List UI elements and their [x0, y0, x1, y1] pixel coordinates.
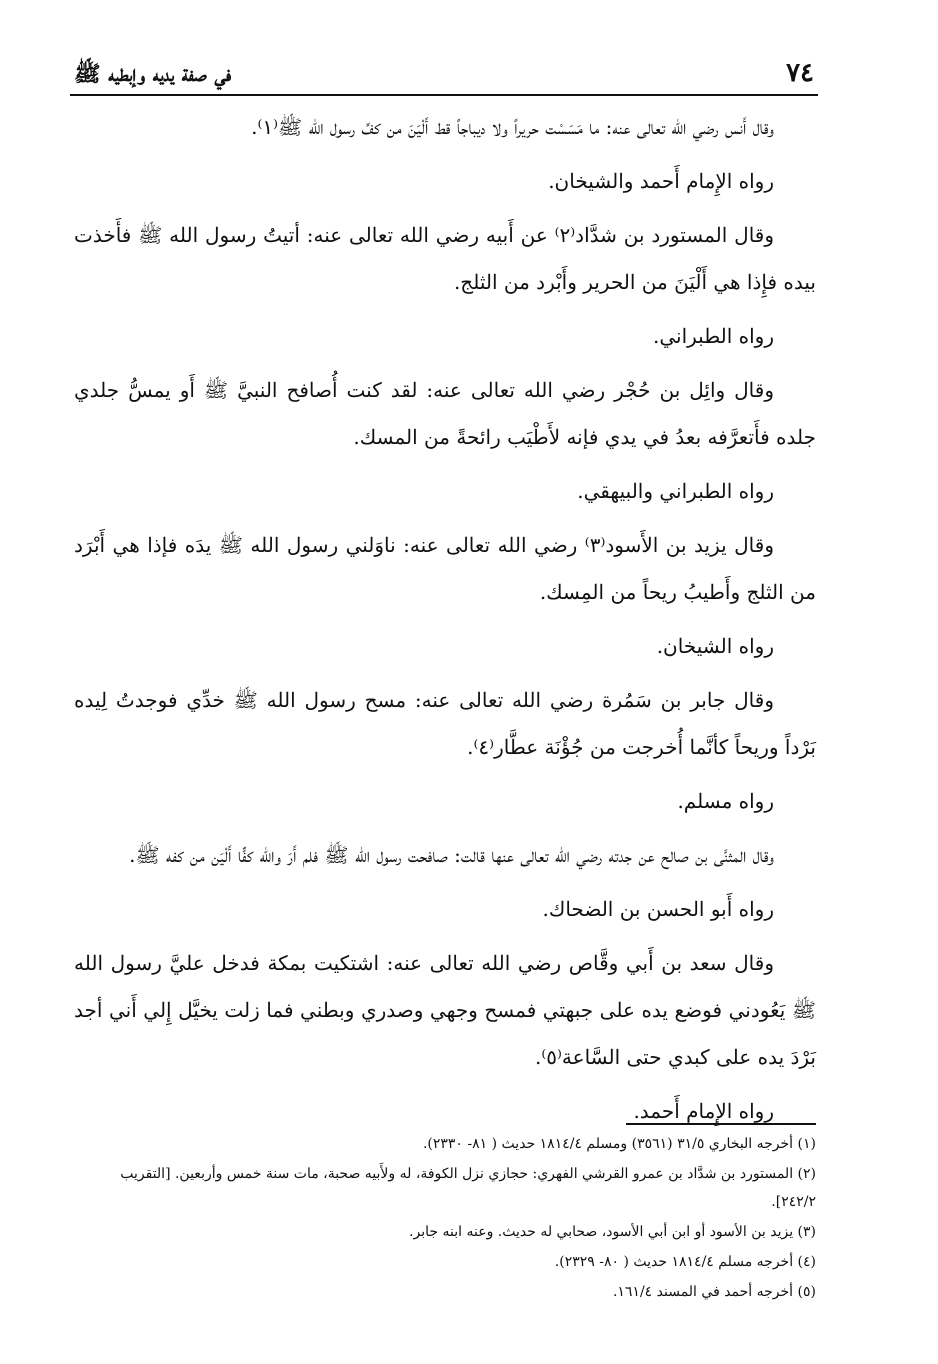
hadith-paragraph-yazid: وقال يزيد بن الأَسود⁽٣⁾ رضي الله تعالى عنه: ناوَلني رسول الله ﷺ يدَه فإذا هي أَبْرَد من الثلج وأَطيبُ ريحاً من المِسك.: [74, 533, 816, 604]
footnote-3: (٣) يزيد بن الأسود أو ابن أبي الأسود، صحابي له حديث. وعنه ابنه جابر.: [409, 1224, 816, 1240]
footnotes: [74, 1130, 816, 1308]
source-line: رواه الإِمام أَحمد والشيخان.: [548, 169, 774, 193]
footnote-2: (٢) المستورد بن شدَّاد بن عمرو القرشي الفهري: حجازي نزل الكوفة، له ولأَبيه صحبة، مات سنة خمس وأربعين. [التقريب ٢٤٢/٢].: [120, 1166, 816, 1210]
running-title: في صفة يديه وإبطيه ﷺ: [74, 61, 232, 87]
source-line: رواه أَبو الحسن بن الضحاك.: [542, 897, 774, 921]
source-line: رواه الطبراني والبيهقي.: [577, 479, 774, 503]
hadith-paragraph-anas: وقال أَنس رضي الله تعالى عنه: ما مَسَسْت حريراً ولا ديباجاً قط أَلْيَنَ من كفِّ رسول الله ﷺ⁽١⁾.: [251, 115, 774, 139]
hadith-paragraph-mustawrid: وقال المستورد بن شدَّاد⁽٢⁾ عن أَبيه رضي الله تعالى عنه: أتيتُ رسول الله ﷺ فأَخذت بيده فإِذا هي أَلْيَنَ من الحرير وأَبْرد من الثلج.: [74, 223, 816, 294]
hadith-paragraph-wail: وقال وائِل بن حُجْر رضي الله تعالى عنه: لقد كنت أُصافح النبيَّ ﷺ أَو يمسُّ جلدي جلده فأَتعرَّفه بعدُ في يدي فإنه لأَطْيَب رائحةً من المسك.: [74, 378, 816, 449]
footnote-rule: [626, 1123, 816, 1125]
header-rule: [70, 94, 818, 96]
source-line: رواه مسلم.: [677, 789, 774, 813]
source-line: رواه الشيخان.: [656, 634, 774, 658]
footnote-4: (٤) أخرجه مسلم ١٨١٤/٤ حديث ( ٨٠- ٢٣٢٩).: [554, 1254, 816, 1270]
hadith-paragraph-saad: وقال سعد بن أَبي وقَّاص رضي الله تعالى عنه: اشتكيت بمكة فدخل عليَّ رسول الله ﷺ يَعُودني فوضع يده على جبهتي فمسح وجهي وصدري وبطني فما زلت يخيَّل إِلي أَني أجد بَرْدَ يده على كبدي حتى السَّاعة⁽٥⁾.: [74, 951, 816, 1069]
hadith-paragraph-jabir: وقال جابر بن سَمُرة رضي الله تعالى عنه: مسح رسول الله ﷺ خدِّي فوجدتُ لِيده بَرْداً وريحاً كأنَّما أُخرجت من جُؤْنَة عطَّار⁽٤⁾.: [74, 688, 816, 759]
footnote-5: (٥) أخرجه أحمد في المسند ١٦١/٤.: [612, 1284, 816, 1300]
main-text: [74, 104, 816, 1142]
source-line: رواه الإِمام أَحمد.: [633, 1099, 774, 1123]
footnote-1: (١) أخرجه البخاري ٣١/٥ (٣٥٦١) ومسلم ١٨١٤/٤ حديث ( ٨١- ٢٣٣٠).: [422, 1136, 816, 1152]
page-header: [70, 52, 818, 94]
page-number: ٧٤: [786, 58, 814, 88]
source-line: رواه الطبراني.: [653, 324, 774, 348]
hadith-paragraph-muthanna: وقال المثنَّى بن صالح عن جدته رضي الله تعالى عنها قالت: صافحت رسول الله ﷺ فلم أَرَ والله كفًّا أَلْيَن من كفه ﷺ.: [129, 843, 774, 867]
